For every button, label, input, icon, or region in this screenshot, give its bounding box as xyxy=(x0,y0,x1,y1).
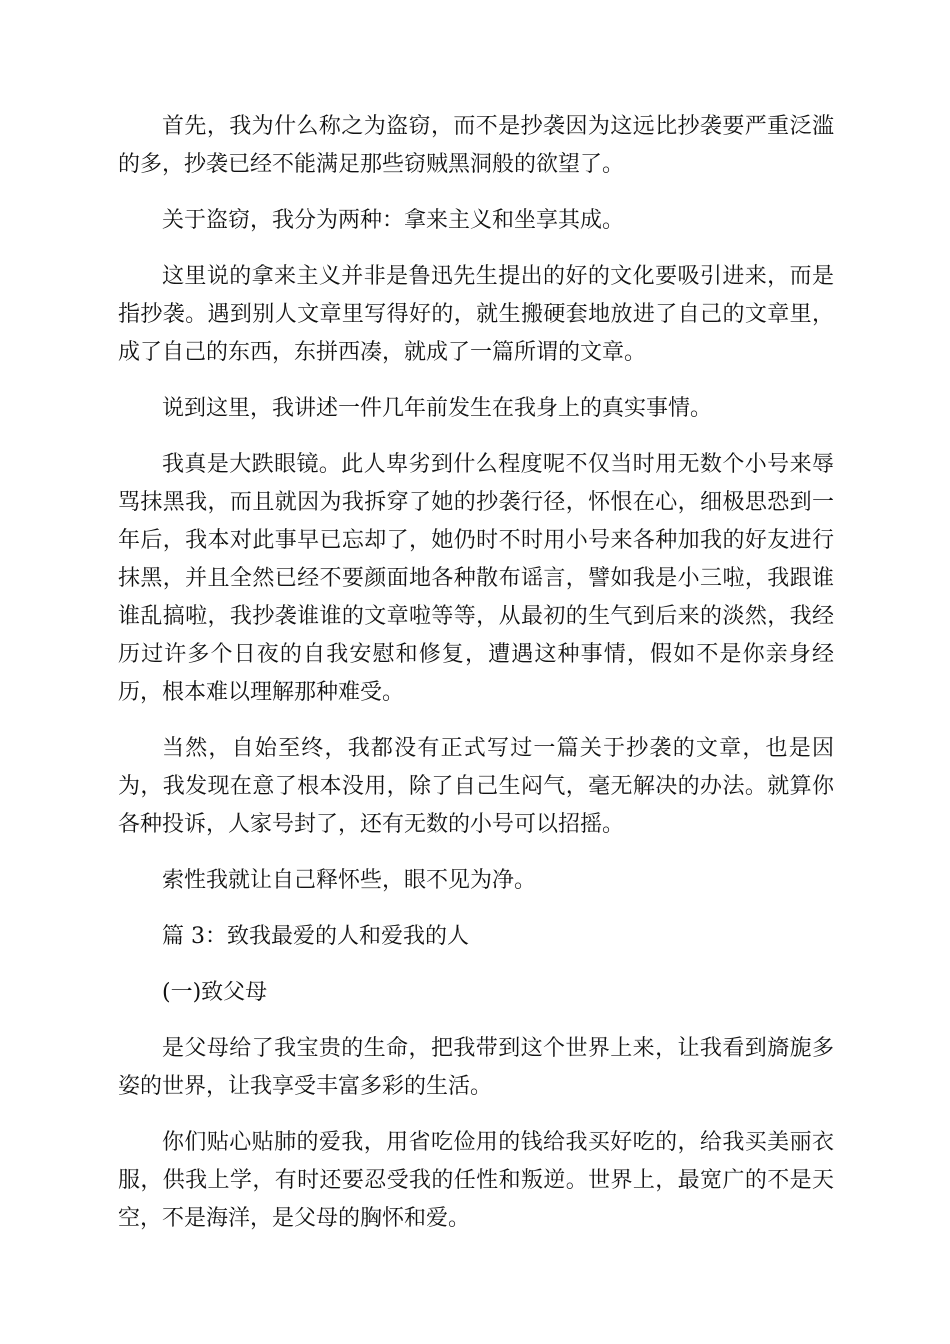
paragraph-6: 当然，自始至终，我都没有正式写过一篇关于抄袭的文章，也是因为，我发现在意了根本没用，除了自己生闷气，毫无解决的办法。就算你各种投诉，人家号封了，还有无数的小号可以招摇。 xyxy=(118,736,834,837)
paragraph-8: 是父母给了我宝贵的生命，把我带到这个世界上来，让我看到旖旎多姿的世界，让我享受丰富多彩的生活。 xyxy=(118,1036,834,1099)
section-heading: 篇 3：致我最爱的人和爱我的人 xyxy=(162,924,469,949)
subsection-heading: (一)致父母 xyxy=(162,980,268,1005)
paragraph-2: 关于盗窃，我分为两种：拿来主义和坐享其成。 xyxy=(162,208,625,233)
paragraph-7: 索性我就让自己释怀些，眼不见为净。 xyxy=(162,868,537,893)
paragraph-9: 你们贴心贴肺的爱我，用省吃俭用的钱给我买好吃的，给我买美丽衣服，供我上学，有时还要忍受我的任性和叛逆。世界上，最宽广的不是天空，不是海洋，是父母的胸怀和爱。 xyxy=(118,1130,834,1231)
paragraph-3: 这里说的拿来主义并非是鲁迅先生提出的好的文化要吸引进来，而是指抄袭。遇到别人文章里写得好的，就生搬硬套地放进了自己的文章里，成了自己的东西，东拼西凑，就成了一篇所谓的文章。 xyxy=(118,264,834,365)
document-body xyxy=(118,108,834,1256)
paragraph-4: 说到这里，我讲述一件几年前发生在我身上的真实事情。 xyxy=(162,396,713,421)
paragraph-5: 我真是大跌眼镜。此人卑劣到什么程度呢不仅当时用无数个小号来辱骂抹黑我，而且就因为我拆穿了她的抄袭行径，怀恨在心，细极思恐到一年后，我本对此事早已忘却了，她仍时不时用小号来各种加我的好友进行抹黑，并且全然已经不要颜面地各种散布谣言，譬如我是小三啦，我跟谁谁乱搞啦，我抄袭谁谁的文章啦等等，从最初的生气到后来的淡然，我经历过许多个日夜的自我安慰和修复，遭遇这种事情，假如不是你亲身经历，根本难以理解那种难受。 xyxy=(118,452,834,705)
paragraph-1: 首先，我为什么称之为盗窃，而不是抄袭因为这远比抄袭要严重泛滥的多，抄袭已经不能满足那些窃贼黑洞般的欲望了。 xyxy=(118,114,834,177)
